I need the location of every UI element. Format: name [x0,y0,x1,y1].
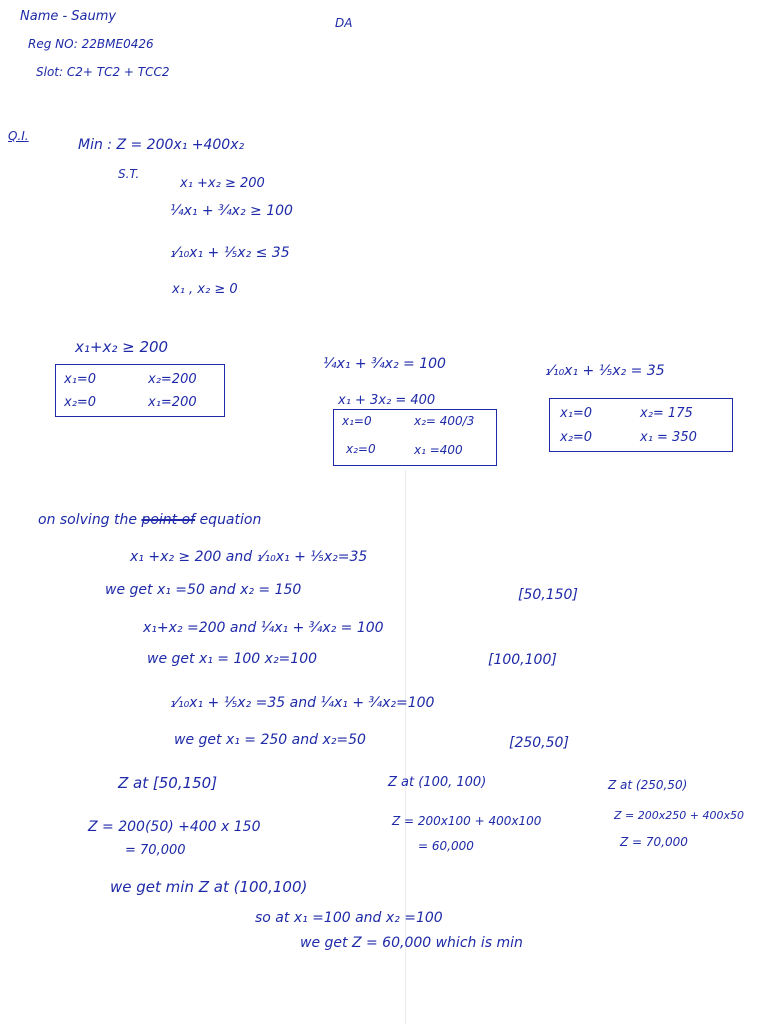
constraint-1: x₁ +x₂ ≥ 200 [180,176,265,191]
conclusion-line-1: we get min Z at (100,100) [110,878,308,896]
table-2-subtitle: x₁ + 3x₂ = 400 [338,393,436,408]
constraint-4: x₁ , x₂ ≥ 0 [172,282,238,297]
table-3-title: ₁⁄₁₀x₁ + ⅕x₂ = 35 [545,363,665,379]
table-2-title: ¼x₁ + ¾x₂ = 100 [323,356,446,372]
table-3-cell: x₁=0 [560,406,593,421]
constraint-3: ₁⁄₁₀x₁ + ⅕x₂ ≤ 35 [170,245,290,261]
table-1 [55,364,225,417]
solve-3-result: we get x₁ = 250 and x₂=50 [174,732,366,748]
conclusion-line-3: we get Z = 60,000 which is min [300,935,523,951]
da-label: DA [335,16,353,30]
eval-1-heading: Z at [50,150] [118,774,218,792]
constraint-2: ¼x₁ + ¾x₂ ≥ 100 [170,203,293,219]
table-2-cell: x₁ =400 [414,443,463,457]
registration-number: Reg NO: 22BME0426 [28,37,154,51]
solve-2-point: [100,100] [488,652,557,668]
eval-3-line-2: Z = 70,000 [620,835,688,849]
table-1-cell: x₂=0 [64,395,97,410]
conclusion-line-2: so at x₁ =100 and x₂ =100 [255,910,443,926]
solving-heading [38,513,261,527]
eval-2-heading: Z at (100, 100) [388,775,487,790]
slot-info: Slot: C2+ TC2 + TCC2 [36,65,170,79]
table-1-cell: x₁=0 [64,372,97,387]
table-2 [333,409,497,466]
question-label: Q.I. [8,129,29,143]
eval-2-line-1: Z = 200x100 + 400x100 [392,814,542,828]
solve-2-result: we get x₁ = 100 x₂=100 [147,651,318,667]
table-1-cell: x₁=200 [148,395,197,410]
solve-1-equations: x₁ +x₂ ≥ 200 and ₁⁄₁₀x₁ + ⅕x₂=35 [130,549,368,565]
table-2-cell: x₁=0 [342,414,372,428]
table-3-cell: x₂= 175 [640,406,693,421]
solve-2-equations: x₁+x₂ =200 and ¼x₁ + ¾x₂ = 100 [143,620,384,636]
eval-1-line-1: Z = 200(50) +400 x 150 [88,819,261,835]
student-name: Name - Saumy [20,9,117,24]
solve-3-point: [250,50] [509,735,569,751]
subject-to-label: S.T. [118,167,140,181]
eval-1-line-2: = 70,000 [125,843,186,858]
solve-1-result: we get x₁ =50 and x₂ = 150 [105,582,302,598]
solving-heading-struck: point of [141,512,196,528]
table-2-cell: x₂=0 [346,442,376,456]
table-2-cell: x₂= 400/3 [414,414,475,428]
eval-2-line-2: = 60,000 [418,839,474,853]
table-3-cell: x₂=0 [560,430,593,445]
table-1-cell: x₂=200 [148,372,197,387]
solve-3-equations: ₁⁄₁₀x₁ + ⅕x₂ =35 and ¼x₁ + ¾x₂=100 [170,695,435,711]
table-3-cell: x₁ = 350 [640,430,697,445]
eval-3-line-1: Z = 200x250 + 400x50 [614,809,744,822]
solving-heading-pre: on solving the [38,512,137,528]
objective-function: Min : Z = 200x₁ +400x₂ [78,137,245,153]
eval-3-heading: Z at (250,50) [608,778,688,792]
solve-1-point: [50,150] [518,587,578,603]
table-1-title: x₁+x₂ ≥ 200 [75,338,169,356]
table-3 [549,398,733,452]
solving-heading-post: equation [199,512,262,528]
